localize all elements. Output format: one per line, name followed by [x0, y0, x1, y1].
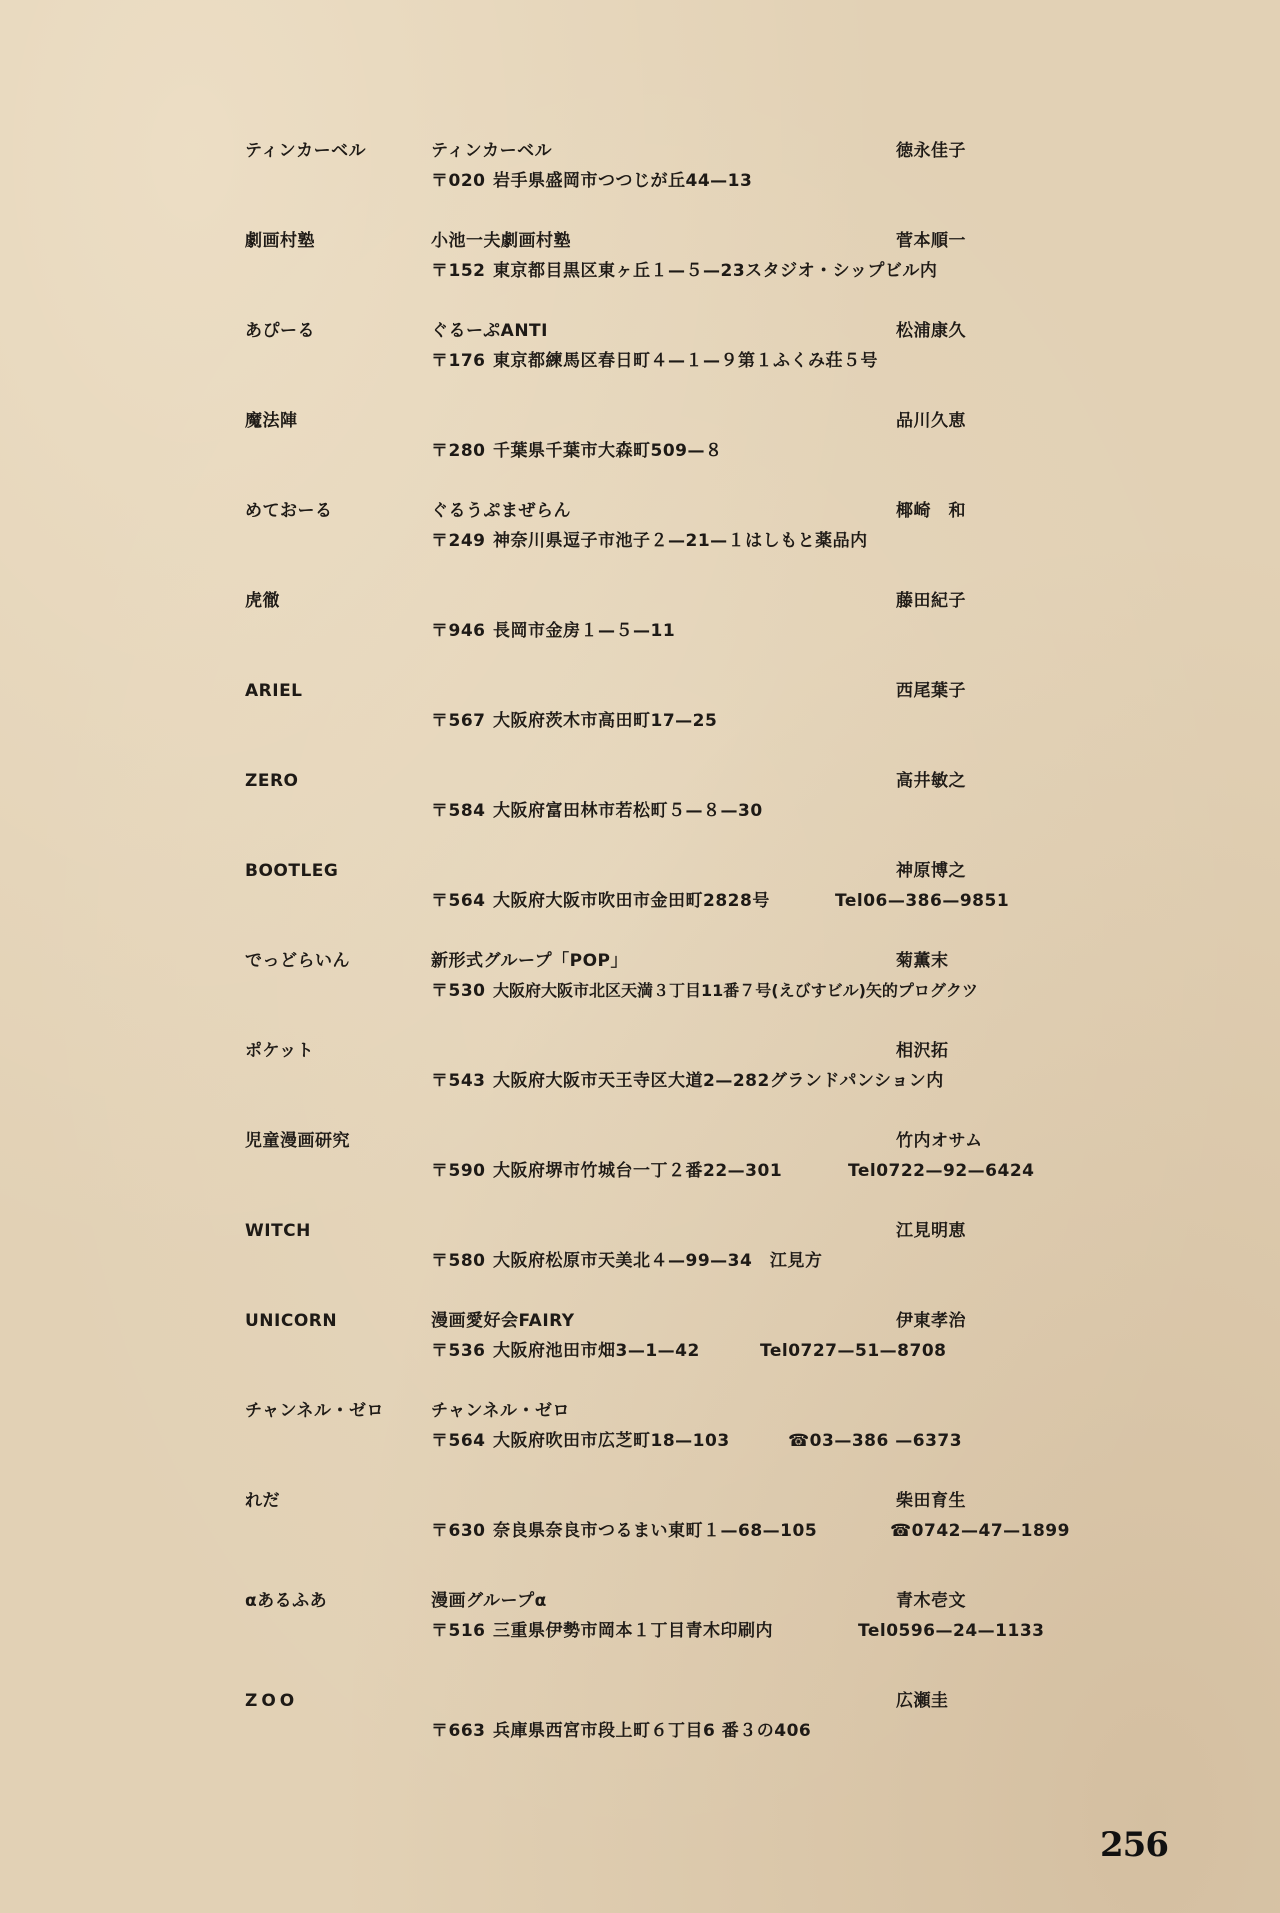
circle-name: 児童漫画研究 — [245, 1131, 350, 1151]
directory-entry — [0, 950, 1280, 1030]
postal-code: 〒567 — [431, 711, 486, 731]
group-name: ティンカーベル — [431, 141, 553, 161]
phone: Tel0727—51—8708 — [760, 1341, 947, 1361]
group-name: 漫画グループα — [431, 1591, 547, 1611]
address: 奈良県奈良市つるまい東町１—68—105 — [493, 1521, 818, 1541]
group-name: ぐるーぷANTI — [431, 321, 548, 341]
group-name: 小池一夫劇画村塾 — [431, 231, 571, 251]
postal-code: 〒280 — [431, 441, 486, 461]
contact-person: 松浦康久 — [896, 321, 966, 341]
directory-entry — [0, 770, 1280, 850]
address: 大阪府堺市竹城台一丁２番22—301 — [493, 1161, 783, 1181]
address: 大阪府吹田市広芝町18—103 — [493, 1431, 730, 1451]
postal-code: 〒663 — [431, 1721, 486, 1741]
postal-code: 〒152 — [431, 261, 486, 281]
address: 大阪府大阪市北区天満３丁目11番７号(えびすビル)矢的プログクツ — [493, 981, 978, 1000]
postal-code: 〒020 — [431, 171, 486, 191]
contact-person: 竹内オサム — [896, 1131, 983, 1151]
postal-code: 〒564 — [431, 891, 486, 911]
address: 東京都練馬区春日町４—１—９第１ふくみ荘５号 — [493, 351, 878, 371]
contact-person: 青木壱文 — [896, 1591, 966, 1611]
circle-name: UNICORN — [245, 1311, 338, 1331]
circle-name: あぴーる — [245, 321, 315, 341]
circle-name: αあるふあ — [245, 1591, 328, 1611]
contact-person: 菊薫末 — [896, 951, 949, 971]
circle-name: 虎徹 — [245, 591, 280, 611]
address: 大阪府茨木市高田町17—25 — [493, 711, 718, 731]
directory-entry — [0, 140, 1280, 220]
postal-code: 〒584 — [431, 801, 486, 821]
contact-person: 菅本順一 — [896, 231, 966, 251]
postal-code: 〒249 — [431, 531, 486, 551]
circle-name: めておーる — [245, 501, 333, 521]
group-name: ぐるうぷまぜらん — [431, 501, 571, 521]
directory-entry — [0, 1040, 1280, 1120]
phone: ☎0742—47—1899 — [890, 1521, 1070, 1541]
address: 大阪府富田林市若松町５—８—30 — [493, 801, 763, 821]
postal-code: 〒630 — [431, 1521, 486, 1541]
group-name: 漫画愛好会FAIRY — [431, 1311, 575, 1331]
contact-person: 西尾葉子 — [896, 681, 966, 701]
circle-name: BOOTLEG — [245, 861, 339, 881]
address: 大阪府池田市畑3—1—42 — [493, 1341, 700, 1361]
phone: Tel06—386—9851 — [835, 891, 1010, 911]
address: 神奈川県逗子市池子２—21—１はしもと薬品内 — [493, 531, 868, 551]
contact-person: 椰崎 和 — [896, 501, 966, 521]
contact-person: 神原博之 — [896, 861, 966, 881]
circle-name: ZERO — [245, 771, 299, 791]
address: 兵庫県西宮市段上町６丁目6 番３の406 — [493, 1721, 812, 1741]
directory-entry — [0, 1400, 1280, 1480]
postal-code: 〒536 — [431, 1341, 486, 1361]
directory-entry — [0, 1590, 1280, 1670]
circle-name: ティンカーベル — [245, 141, 367, 161]
contact-person: 藤田紀子 — [896, 591, 966, 611]
postal-code: 〒946 — [431, 621, 486, 641]
postal-code: 〒564 — [431, 1431, 486, 1451]
group-name: チャンネル・ゼロ — [431, 1401, 570, 1421]
directory-entry — [0, 1690, 1280, 1770]
contact-person: 高井敏之 — [896, 771, 966, 791]
postal-code: 〒530 — [431, 981, 486, 1001]
contact-person: 相沢拓 — [896, 1041, 949, 1061]
directory-entry — [0, 230, 1280, 310]
address: 東京都目黒区東ヶ丘１—５—23スタジオ・シップビル内 — [493, 261, 938, 281]
phone: Tel0596—24—1133 — [858, 1621, 1045, 1641]
page-number: 256 — [1100, 1825, 1168, 1865]
directory-entry — [0, 860, 1280, 940]
circle-name: ポケット — [245, 1041, 315, 1061]
directory-entry — [0, 320, 1280, 400]
directory-entry — [0, 1490, 1280, 1570]
address: 大阪府大阪市天王寺区大道2—282グランドパンション内 — [493, 1071, 944, 1091]
contact-person: 伊東孝治 — [896, 1311, 966, 1331]
contact-person: 徳永佳子 — [896, 141, 966, 161]
postal-code: 〒580 — [431, 1251, 486, 1271]
directory-entry — [0, 410, 1280, 490]
directory-entry — [0, 590, 1280, 670]
directory-entry — [0, 680, 1280, 760]
directory-entry — [0, 1130, 1280, 1210]
circle-name: ARIEL — [245, 681, 303, 701]
address: 長岡市金房１—５—11 — [493, 621, 676, 641]
directory-entry — [0, 1310, 1280, 1390]
circle-name: 劇画村塾 — [245, 231, 315, 251]
circle-name: れだ — [245, 1491, 280, 1511]
circle-name: チャンネル・ゼロ — [245, 1401, 384, 1421]
address: 岩手県盛岡市つつじが丘44—13 — [493, 171, 753, 191]
circle-name: WITCH — [245, 1221, 311, 1241]
postal-code: 〒543 — [431, 1071, 486, 1091]
phone: Tel0722—92—6424 — [848, 1161, 1035, 1181]
address: 大阪府松原市天美北４—99—34 江見方 — [493, 1251, 823, 1271]
contact-person: 広瀬圭 — [896, 1691, 949, 1711]
address: 三重県伊勢市岡本１丁目青木印刷内 — [493, 1621, 773, 1641]
postal-code: 〒516 — [431, 1621, 486, 1641]
directory-entry — [0, 1220, 1280, 1300]
circle-name: ZOO — [245, 1691, 299, 1711]
contact-person: 品川久恵 — [896, 411, 966, 431]
address: 大阪府大阪市吹田市金田町2828号 — [493, 891, 770, 911]
contact-person: 柴田育生 — [896, 1491, 966, 1511]
postal-code: 〒176 — [431, 351, 486, 371]
postal-code: 〒590 — [431, 1161, 486, 1181]
address: 千葉県千葉市大森町509—８ — [493, 441, 723, 461]
circle-name: 魔法陣 — [245, 411, 298, 431]
directory-entry — [0, 500, 1280, 580]
circle-name: でっどらいん — [245, 951, 350, 971]
group-name: 新形式グループ「POP」 — [431, 951, 629, 971]
phone: ☎03—386 —6373 — [788, 1431, 963, 1451]
contact-person: 江見明恵 — [896, 1221, 966, 1241]
